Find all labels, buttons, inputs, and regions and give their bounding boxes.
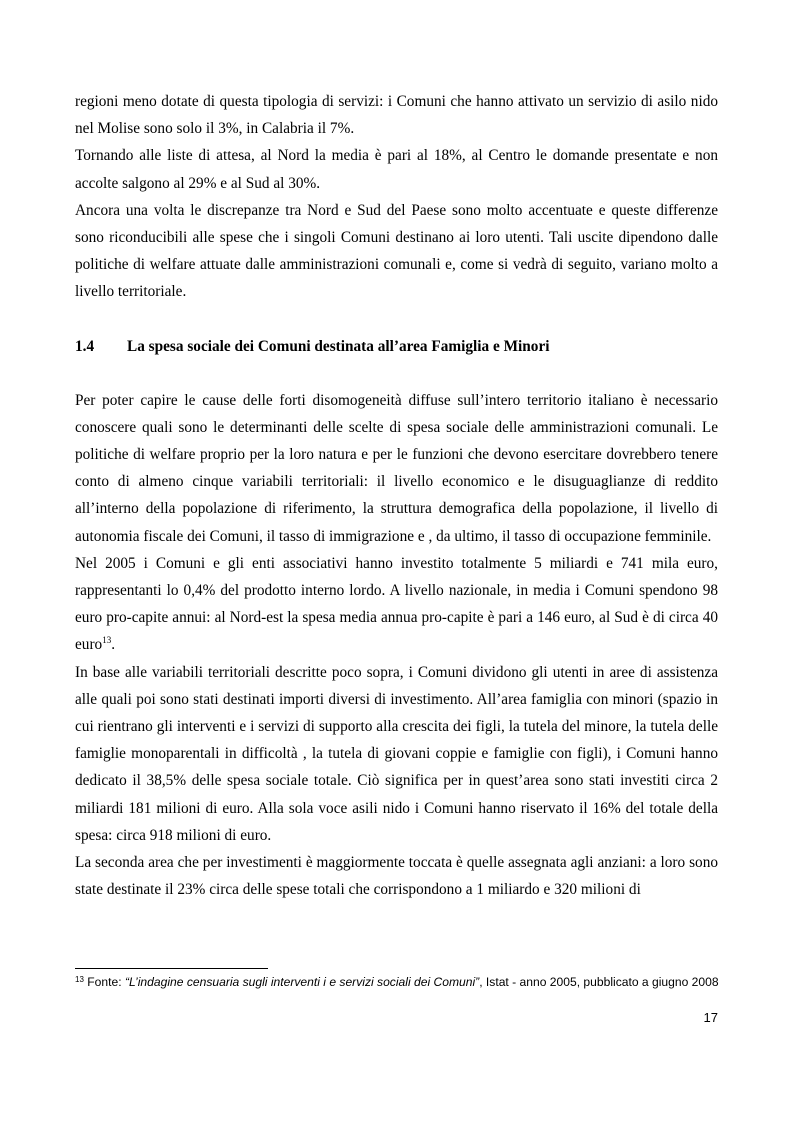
section-title: La spesa sociale dei Comuni destinata all’area Famiglia e Minori — [127, 337, 550, 355]
footnote-label: Fonte: — [87, 975, 122, 989]
section-heading — [75, 333, 718, 360]
footnote-reference[interactable]: 13 — [102, 635, 112, 646]
footnote-source-title: “L’indagine censuaria sugli interventi i e servizi sociali dei Comuni” — [124, 975, 480, 989]
page-number: 17 — [703, 1010, 718, 1025]
footnote-number: 13 — [75, 975, 84, 984]
paragraph-with-footnote-ref — [75, 550, 718, 659]
paragraph: Tornando alle liste di attesa, al Nord la media è pari al 18%, al Centro le domande presentate e non accolte salgono al 29% e al Sud al 30%. — [75, 147, 718, 192]
paragraph-text: Nel 2005 i Comuni e gli enti associativi hanno investito totalmente 5 miliardi e 741 mila euro, rappresentanti lo 0,4% del prodotto interno lordo. A livello nazionale, in media i Comuni spendono 98 euro pro-capite annui: al Nord-est la spesa media annua pro-capite è pari a 146 euro, al Sud è di circa 40 euro — [75, 554, 718, 654]
paragraph: La seconda area che per investimenti è maggiormente toccata è quelle assegnata agli anziani: a loro sono state destinate il 23% circa delle spese totali che corrispondono a 1 miliardo e 320 milioni di — [75, 854, 718, 899]
footnote-details: , Istat - anno 2005, pubblicato a giugno 2008 — [479, 975, 719, 989]
paragraph: regioni meno dotate di questa tipologia di servizi: i Comuni che hanno attivato un servizio di asilo nido nel Molise sono solo il 3%, in Calabria il 7%. — [75, 93, 718, 138]
section-number: 1.4 — [75, 337, 95, 355]
footnote-divider — [75, 968, 268, 969]
paragraph: Per poter capire le cause delle forti disomogeneità diffuse sull’intero territorio italiano è necessario conoscere quali sono le determinanti delle scelte di spesa sociale delle amministrazioni comunali. Le politiche di welfare proprio per la loro natura e per le funzioni che devono esercitare dovrebbero tenere conto di almeno cinque variabili territoriali: il livello economico e le disuguaglianze di reddito all’interno della popolazione di riferimento, la struttura demografica della popolazione, il livello di autonomia fiscale dei Comuni, il tasso di immigrazione e , da ultimo, il tasso di occupazione femminile. — [75, 391, 718, 545]
paragraph-end-punctuation: . — [111, 636, 116, 654]
paragraph: Ancora una volta le discrepanze tra Nord e Sud del Paese sono molto accentuate e queste differenze sono riconducibili alle spese che i singoli Comuni destinano ai loro utenti. Tali uscite dipendono dalle politiche di welfare attuate dalle amministrazioni comunali e, come si vedrà di seguito, variano molto a livello territoriale. — [75, 201, 718, 301]
page-body — [75, 88, 718, 903]
footnote — [75, 974, 720, 990]
paragraph: In base alle variabili territoriali descritte poco sopra, i Comuni dividono gli utenti in aree di assistenza alle quali poi sono stati destinati importi diversi di investimento. All’area famiglia con minori (spazio in cui rientrano gli interventi e i servizi di supporto alla crescita dei figli, la tutela del minore, la tutela delle famiglie monoparentali in difficoltà , la tutela di giovani coppie e famiglie con figli), i Comuni hanno dedicato il 38,5% delle spesa sociale totale. Ciò significa per in quest’area sono stati investiti circa 2 miliardi 181 milioni di euro. Alla sola voce asili nido i Comuni hanno riservato il 16% del totale della spesa: circa 918 milioni di euro. — [75, 663, 718, 844]
